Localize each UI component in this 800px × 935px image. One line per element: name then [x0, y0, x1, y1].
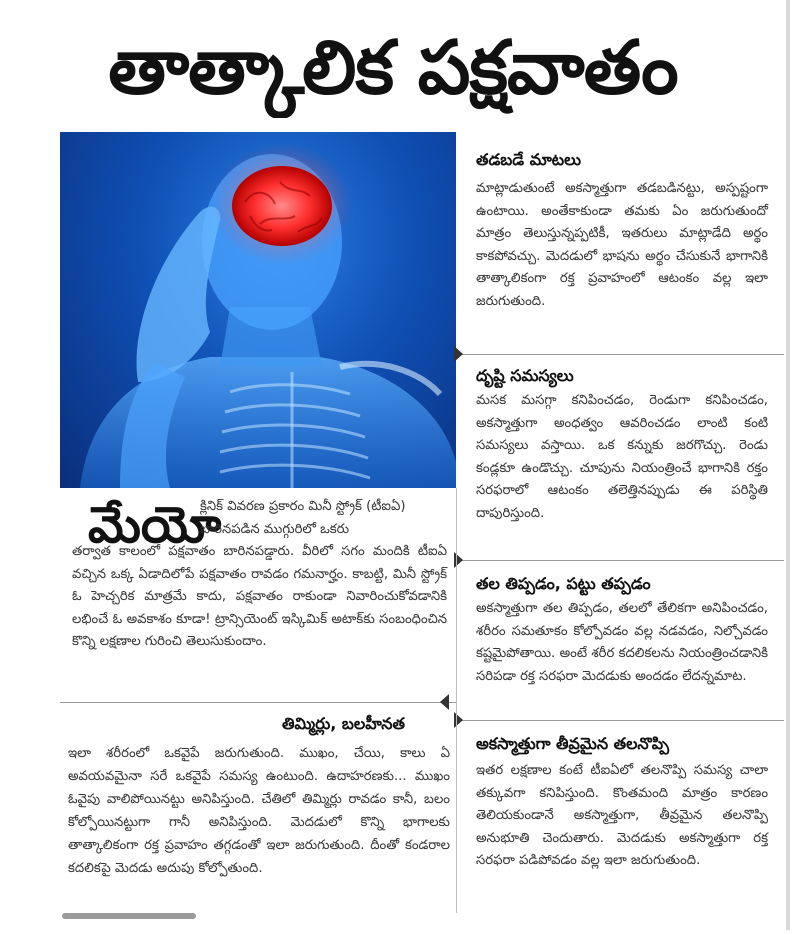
section-heading: తడబడే మాటలు: [476, 150, 581, 169]
horizontal-scrollbar[interactable]: [62, 913, 196, 919]
section-vision: [456, 354, 784, 560]
intro-block: [60, 494, 456, 694]
divider-notch: [454, 346, 463, 362]
section-heading: తిమ్మిర్లు, బలహీనత: [282, 714, 405, 733]
section-body: అకస్మాత్తుగా తల తిప్పడం, తలలో తేలికగా అనిపించడం, శరీరం సమతూకం కోల్పోవడం వల్ల నడవడం, నిల్చోవడం కష్టమైపోతాయి. అంటే శరీర కదలికలను నియంత్రించడానికి సరిపడా రక్త సరఫరా మెదడుకు అందడం లేదన్నమాట.: [476, 601, 768, 684]
right-column: [456, 132, 784, 912]
page-title: తాత్కాలిక పక్షవాతం: [108, 25, 678, 111]
section-balance: [456, 560, 784, 720]
section-divider: [456, 354, 784, 355]
section-divider: [60, 702, 456, 703]
divider-notch: [440, 694, 449, 710]
brain-illustration: [60, 132, 456, 488]
section-body: మాట్లాడుతుంటే అకస్మాత్తుగా తడబడినట్టు, అస్పష్టంగా ఉంటాయి. అంతేకాకుండా తమకు ఏం జరుగుతుందో మాత్రం తెలుస్తున్నప్పటికీ, ఇతరులు మాట్లాడేది అర్థం కాకపోవచ్చు. మెదడులో భాషను అర్థం చేసుకునే భాగానికి తాత్కాలికంగా రక్త ప్రవాహంలో ఆటంకం వల్ల ఇలా జరుగుతుంది.: [476, 181, 768, 309]
brain-shape: [232, 166, 332, 246]
drop-cap: మేయో: [88, 496, 222, 554]
section-heading: తల తిప్పడం, పట్టు తప్పడం: [476, 574, 651, 593]
section-speech: [456, 132, 784, 354]
intro-first-line: క్లినిక్ వివరణ ప్రకారం మినీ స్ట్రోక్ (టీఐఏ) బారినపడిన ముగ్గురిలో ఒకరు: [200, 499, 406, 537]
intro-paragraph: తర్వాత కాలంలో పక్షవాతం బారినపడ్డారు. వీరిలో సగం మందికి టీఐఏ వచ్చిన ఒక్క ఏడాదిలోపే పక్షవాతం రావడం గమనార్హం. కాబట్టి, మినీ స్ట్రోక్ ఓ హెచ్చరిక మాత్రమే కాదు, పక్షవాతం రాకుండా నివారించుకోవడానికి లభించే ఓ అవకాశం కూడా! ట్రాన్సియెంట్ ఇస్కిమిక్ అటాక్‌కు సంబంధించిన కొన్ని లక్షణాల గురించి తెలుసుకుందాం.: [72, 544, 447, 649]
section-body: ఇతర లక్షణాల కంటే టీఐఏలో తలనొప్పి సమస్య చాలా తక్కువగా కనిపిస్తుంది. కొంతమంది మాత్రం కారణం తెలియకుండానే అకస్మాత్తుగా, తీవ్రమైన తలనొప్పి అనుభూతి చెందుతారు. మెదడుకు అకస్మాత్తుగా రక్త సరఫరా పడిపోవడం వల్ల ఇలా జరుగుతుంది.: [476, 763, 768, 868]
section-divider: [456, 720, 784, 721]
section-numbness: [60, 702, 456, 912]
section-headache: [456, 720, 784, 912]
section-body: ఇలా శరీరంలో ఒకవైపే జరుగుతుంది. ముఖం, చేయి, కాలు ఏ అవయవమైనా సరే ఒకవైపే సమస్య ఉంటుంది. ఉదాహరణకు... ముఖం ఓవైపు వాలిపోయినట్టు అనిపిస్తుంది. చేతిలో తిమ్మిర్లు రావడం కానీ, బలం కోల్పోయినట్టుగా గానీ అనిపిస్తుంది. మెదడులో కొన్ని భాగాలకు తాత్కాలికంగా రక్త ప్రవాహం తగ్గడంతో ఇలా జరుగుతుంది. దీంతో కండరాల కదలికపై మెదడు అదుపు కోల్పోతుంది.: [68, 746, 450, 876]
section-divider: [456, 560, 784, 561]
hand-shape: [137, 207, 221, 382]
section-body: మసక మసగ్గా కనిపించడం, రెండుగా కనిపించడం, అకస్మాత్తుగా అంధత్వం ఆవరించడం లాంటి కంటి సమస్యలు వస్తాయి. ఒక కన్నుకు జరగొచ్చు. రెండు కండ్లకూ ఉండొచ్చు. చూపును నియంత్రించే భాగానికి రక్తం సరఫరాలో ఆటంకం తలెత్తినప్పుడు ఈ పరిస్థితి దాపురిస్తుంది.: [476, 393, 768, 521]
section-heading: దృష్టి సమస్యలు: [476, 366, 574, 385]
column-rule: [456, 488, 457, 913]
brain-figure-svg: [60, 132, 456, 488]
section-heading: అకస్మాత్తుగా తీవ్రమైన తలనొప్పి: [476, 734, 669, 753]
